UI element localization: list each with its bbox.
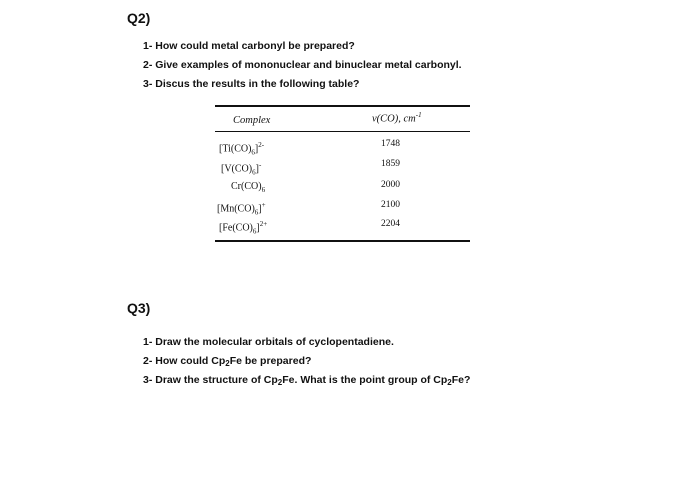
q3-heading: Q3) — [127, 300, 151, 316]
table-row-frequency: 2000 — [381, 180, 400, 190]
table-row-complex: $[V(CO)_6]^-$ — [221, 161, 262, 177]
q3-item-3: 3- Draw the structure of $Cp_2Fe$. What is the point group of $Cp_2Fe$? — [143, 374, 471, 387]
frequency-header-text: v(CO), cm — [372, 113, 416, 125]
q2-item-2: 2- Give examples of mononuclear and binuclear metal carbonyl. — [143, 59, 462, 71]
column-header-complex: Complex — [233, 115, 271, 126]
table-row-frequency: 2204 — [381, 219, 400, 229]
q2-heading: Q2) — [127, 10, 151, 26]
table-row-complex: $Cr(CO)_6$ — [231, 181, 266, 194]
table-row-complex: $[Fe(CO)_6]^{2+}$ — [219, 220, 268, 236]
q3-item-1: 1- Draw the molecular orbitals of cyclopentadiene. — [143, 336, 394, 348]
carbonyl-table — [215, 103, 470, 255]
frequency-header-exponent: -1 — [415, 111, 422, 119]
table-top-rule — [215, 105, 470, 107]
table-row-complex: $[Ti(CO)_6]^{2-}$ — [219, 141, 265, 157]
table-row-frequency: 1859 — [381, 159, 400, 169]
table-row-frequency: 2100 — [381, 200, 400, 210]
table-bottom-rule — [215, 240, 470, 242]
table-row-complex: $[Mn(CO)_6]^+$ — [217, 201, 266, 217]
table-row-frequency: 1748 — [381, 139, 400, 149]
table-header-rule — [215, 131, 470, 132]
q3-item-2: 2- How could $Cp_2Fe$ be prepared? — [143, 355, 312, 368]
q2-item-3: 3- Discus the results in the following table? — [143, 78, 360, 90]
column-header-frequency — [372, 111, 422, 125]
q2-item-1: 1- How could metal carbonyl be prepared? — [143, 40, 355, 52]
